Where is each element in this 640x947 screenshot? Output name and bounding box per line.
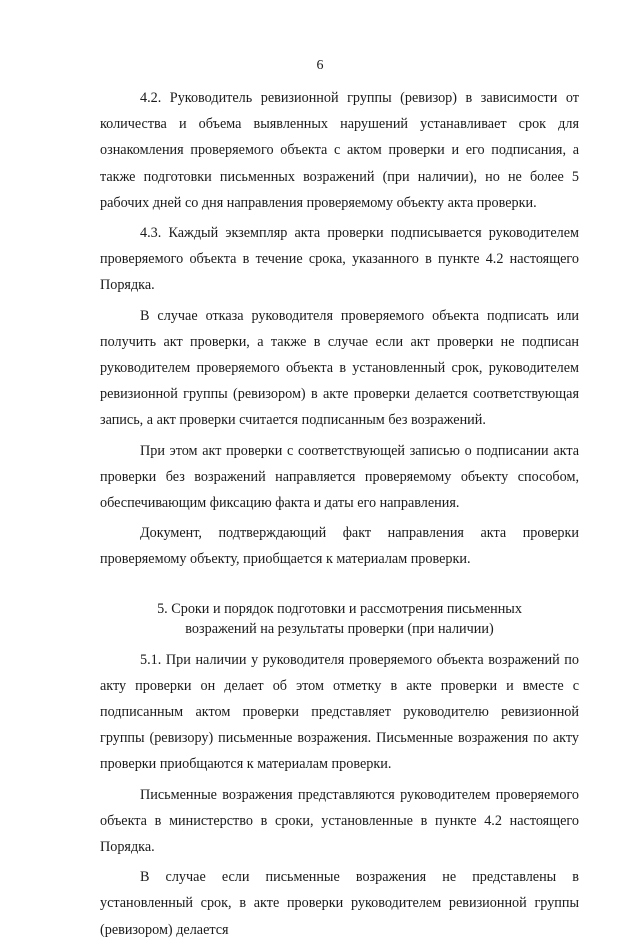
paragraph-refusal: В случае отказа руководителя проверяемого объекта подписать или получить акт проверки, а также в случае если акт проверки не подписан руководителем проверяемого объекта в установленный срок, руководителем ревизионной группы (ревизором) в акте проверки делается соответствующая запись, а акт проверки считается подписанным без возражений. bbox=[100, 307, 579, 429]
paragraph-not-submitted: В случае если письменные возражения не представлены в установленный срок, в акте проверки руководителем ревизионной группы (ревизором) делается bbox=[100, 869, 579, 938]
page-number: 6 bbox=[316, 58, 324, 73]
section-5-title-line-1: 5. Сроки и порядок подготовки и рассмотрения письменных bbox=[157, 600, 522, 617]
document-body bbox=[100, 85, 579, 947]
paragraph-4-3: 4.3. Каждый экземпляр акта проверки подписывается руководителем проверяемого объекта в течение срока, указанного в пункте 4.2 настоящего Порядка. bbox=[100, 225, 579, 294]
paragraph-5-1: 5.1. При наличии у руководителя проверяемого объекта возражений по акту проверки он делает об этом отметку в акте проверки и вместе с подписанным актом проверки представляет руководителю ревизионной группы (ревизору) письменные возражения. Письменные возражения по акту проверки приобщаются к материалам проверки. bbox=[100, 651, 579, 773]
paragraph-document: Документ, подтверждающий факт направления акта проверки проверяемому объекту, приобщается к материалам проверки. bbox=[100, 525, 579, 568]
section-5-heading bbox=[100, 599, 579, 639]
paragraph-sending: При этом акт проверки с соответствующей записью о подписании акта проверки без возражений направляется проверяемому объекту способом, обеспечивающим фиксацию факта и даты его направления. bbox=[100, 442, 579, 512]
paragraph-4-2: 4.2. Руководитель ревизионной группы (ревизор) в зависимости от количества и объема выявленных нарушений устанавливает срок для ознакомления проверяемого объекта с актом проверки и его подписания, а также подготовки письменных возражений (при наличии), но не более 5 рабочих дней со дня направления проверяемому объекту акта проверки. bbox=[100, 90, 579, 211]
paragraph-objections: Письменные возражения представляются руководителем проверяемого объекта в министерство в сроки, установленные в пункте 4.2 настоящего Порядка. bbox=[100, 786, 579, 856]
section-5-title-line-2: возражений на результаты проверки (при наличии) bbox=[185, 620, 494, 637]
